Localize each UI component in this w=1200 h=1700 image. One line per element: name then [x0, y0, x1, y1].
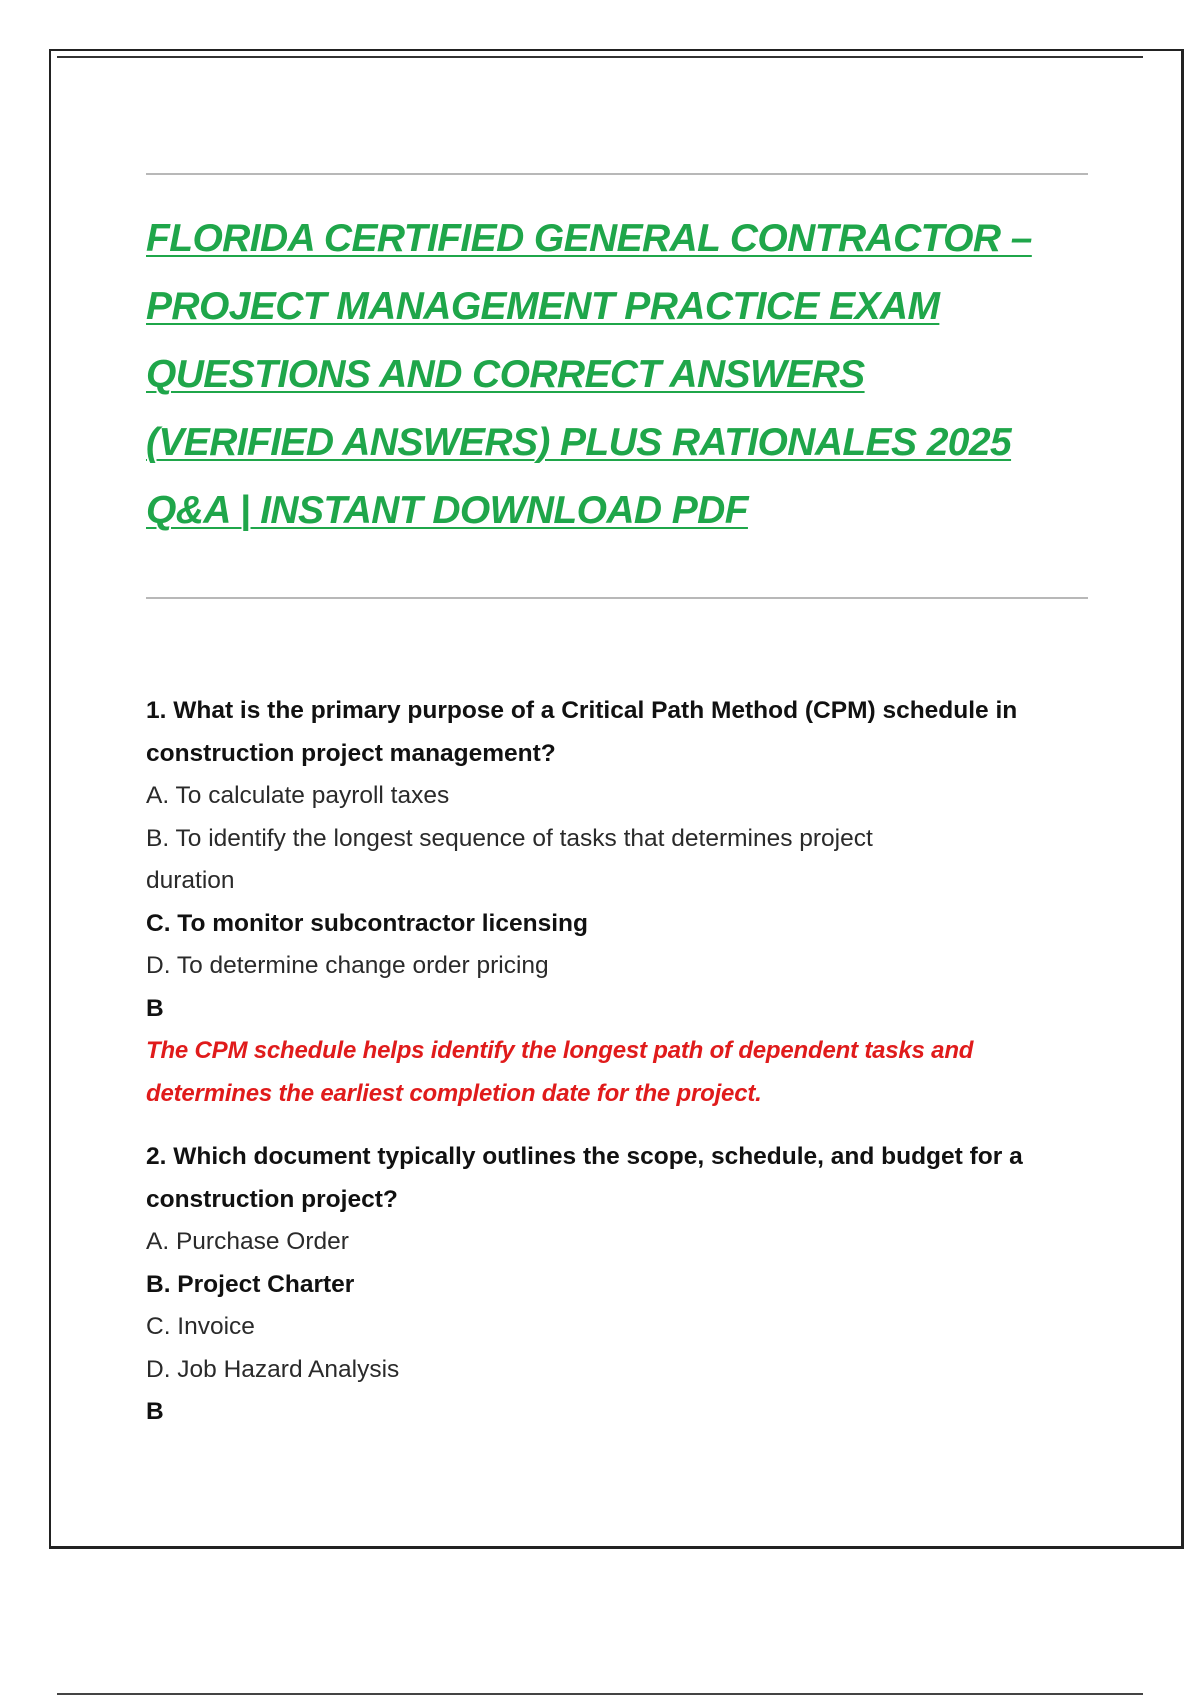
answer-key: B [146, 1398, 164, 1425]
option-d: D. Job Hazard Analysis [146, 1355, 400, 1383]
title-line: PROJECT MANAGEMENT PRACTICE EXAM [146, 285, 940, 328]
title-line: FLORIDA CERTIFIED GENERAL CONTRACTOR – [146, 217, 1032, 260]
option-c: C. To monitor subcontractor licensing [146, 909, 588, 937]
question-block-2 [146, 1136, 1106, 1434]
top-rule [57, 56, 1143, 58]
bottom-rule [57, 1693, 1143, 1695]
option-a: A. Purchase Order [146, 1228, 349, 1255]
option-a: A. To calculate payroll taxes [146, 782, 450, 809]
document-title [146, 205, 1088, 545]
title-top-divider [146, 173, 1088, 175]
title-bottom-divider [146, 597, 1088, 599]
question-text: 2. Which document typically outlines the scope, schedule, and budget for a construction project? [146, 1143, 1023, 1213]
question-text: 1. What is the primary purpose of a Critical Path Method (CPM) schedule in construction project management? [146, 697, 1018, 767]
title-line: Q&A | INSTANT DOWNLOAD PDF [146, 489, 748, 532]
option-b: B. To identify the longest sequence of tasks that determines project [146, 824, 873, 852]
option-d: D. To determine change order pricing [146, 952, 549, 979]
option-c: C. Invoice [146, 1313, 255, 1340]
answer-key: B [146, 994, 164, 1022]
option-b: B. Project Charter [146, 1270, 355, 1298]
title-line: QUESTIONS AND CORRECT ANSWERS [146, 353, 865, 396]
question-block-1 [146, 690, 1106, 1115]
title-line: (VERIFIED ANSWERS) PLUS RATIONALES 2025 [146, 421, 1012, 464]
option-b-continuation: duration [146, 867, 235, 894]
rationale-text: The CPM schedule helps identify the longest path of dependent tasks and determines the earliest completion date for the project. [146, 1037, 974, 1107]
